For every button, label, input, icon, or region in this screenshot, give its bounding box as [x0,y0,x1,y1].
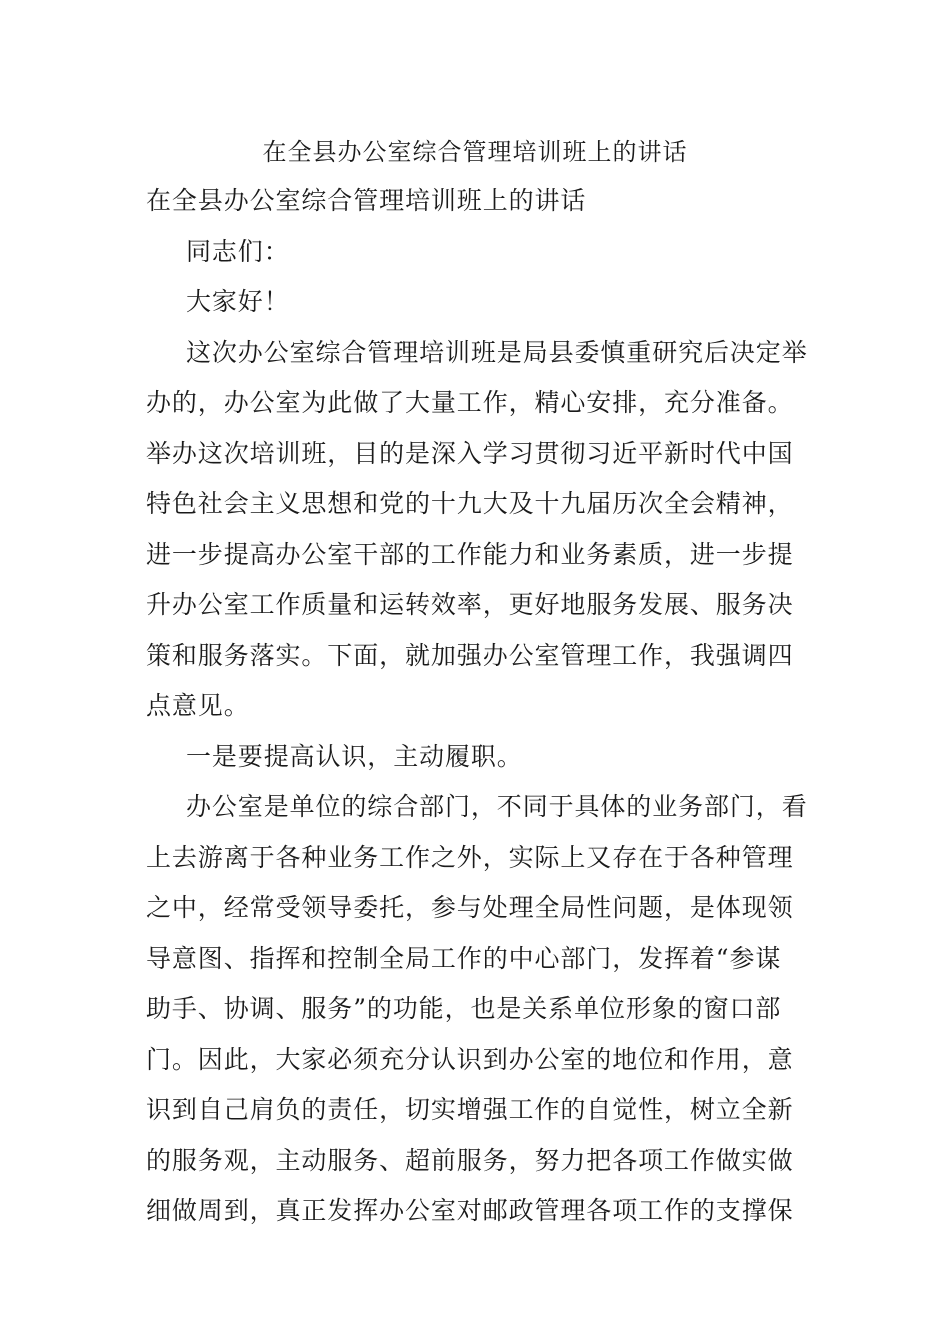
greeting-line: 大家好！ [186,287,290,316]
paragraph-line: 升办公室工作质量和运转效率，更好地服务发展、服务决 [146,590,794,619]
document-body [146,176,810,1237]
paragraph-line: 这次办公室综合管理培训班是局县委慎重研究后决定举 [186,337,808,367]
paragraph-line: 策和服务落实。下面，就加强办公室管理工作，我强调四 [146,640,794,670]
section-heading: 一是要提高认识，主动履职。 [186,741,523,771]
paragraph-line: 进一步提高办公室干部的工作能力和业务素质，进一步提 [146,539,794,569]
paragraph-line: 办公室是单位的综合部门，不同于具体的业务部门，看 [186,792,808,821]
paragraph-line: 门。因此，大家必须充分认识到办公室的地位和作用，意 [146,1044,794,1074]
document-title: 在全县办公室综合管理培训班上的讲话 [262,138,688,166]
subtitle-line: 在全县办公室综合管理培训班上的讲话 [146,186,587,215]
paragraph-line: 导意图、指挥和控制全局工作的中心部门，发挥着“参谋 [146,943,782,973]
paragraph-line: 助手、协调、服务”的功能，也是关系单位形象的窗口部 [146,994,782,1023]
salutation-line: 同志们： [186,236,290,266]
paragraph-line: 上去游离于各种业务工作之外，实际上又存在于各种管理 [146,842,794,872]
paragraph-line: 的服务观，主动服务、超前服务，努力把各项工作做实做 [146,1145,794,1175]
paragraph-line: 点意见。 [146,691,250,720]
paragraph-line: 识到自己肩负的责任，切实增强工作的自觉性，树立全新 [146,1095,794,1124]
paragraph-line: 特色社会主义思想和党的十九大及十九届历次全会精神， [146,489,794,518]
paragraph-line: 之中，经常受领导委托，参与处理全局性问题，是体现领 [146,893,794,922]
paragraph-line: 举办这次培训班，目的是深入学习贯彻习近平新时代中国 [146,438,794,468]
paragraph-line: 办的，办公室为此做了大量工作，精心安排，充分准备。 [146,388,794,417]
paragraph-line: 细做周到，真正发挥办公室对邮政管理各项工作的支撑保 [146,1196,794,1225]
